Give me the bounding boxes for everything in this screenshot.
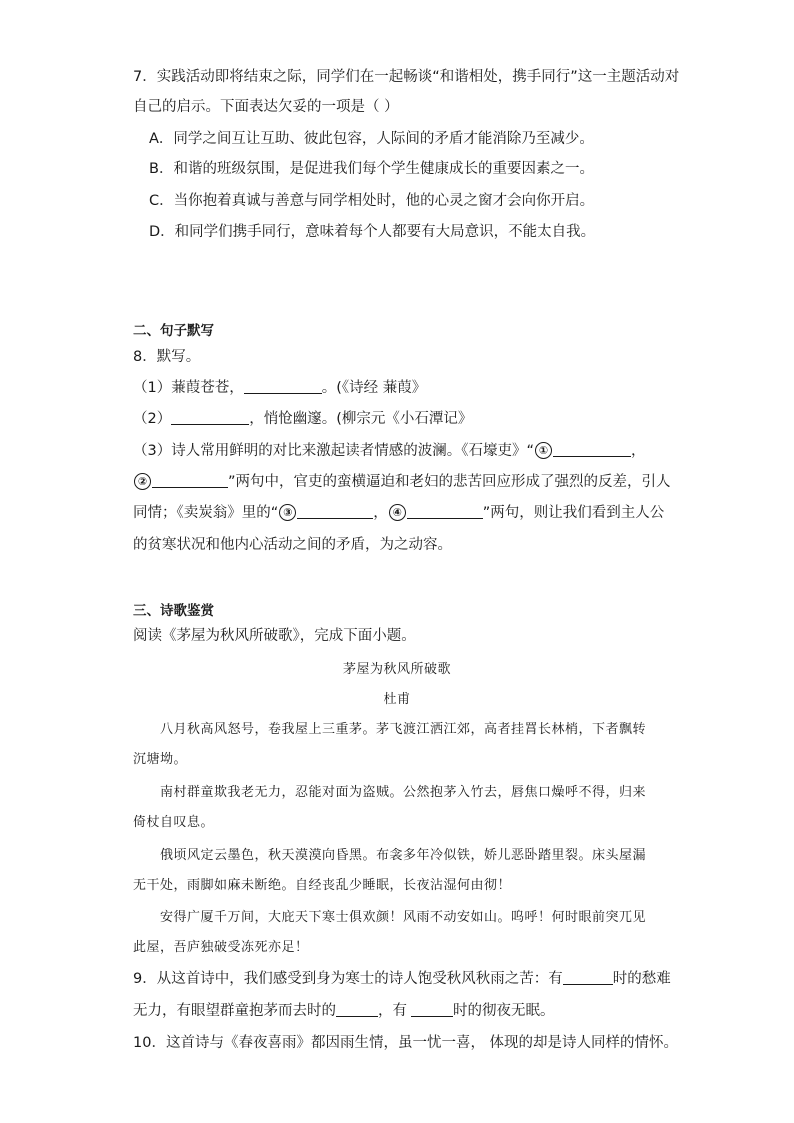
- circled-number-3: ③: [279, 504, 296, 521]
- q8-line-2-lead: （2）: [133, 411, 172, 427]
- q8-line-4-text: ”两句中，官吏的蛮横逼迫和老妇的悲苦回应形成了强烈的反差，引人: [228, 474, 671, 490]
- q9-line-1: [133, 969, 671, 989]
- q8-stem: 8．默写。: [133, 349, 201, 365]
- section-heading-dictation: 二、句子默写: [133, 323, 214, 339]
- q7-stem-line2: 自己的启示。下面表达欠妥的一项是（ ）: [133, 99, 399, 115]
- answer-blank-q9-1[interactable]: [563, 970, 613, 985]
- q8-line-3-text: （3）诗人常用鲜明的对比来激起读者情感的波澜。《石壕吏》“: [133, 443, 534, 459]
- section-heading-poetry: 三、诗歌鉴赏: [133, 603, 214, 619]
- poem-stanza-4-line-2: 此屋，吾庐独破受冻死亦足！: [133, 940, 309, 955]
- q8-line-3: [133, 441, 646, 461]
- q8-line-1: [133, 378, 426, 398]
- answer-blank-q9-2[interactable]: [336, 1002, 378, 1017]
- answer-blank-2[interactable]: [171, 410, 249, 425]
- circled-number-1: ①: [535, 442, 552, 459]
- q7-stem-line1: 7．实践活动即将结束之际，同学们在一起畅谈“和谐相处，携手同行”这一主题活动对: [133, 69, 680, 85]
- answer-blank-circle-1[interactable]: [553, 442, 631, 457]
- poem-reading-intro: 阅读《茅屋为秋风所破歌》，完成下面小题。: [133, 628, 416, 644]
- poem-stanza-1-line-1: 八月秋高风怒号，卷我屋上三重茅。茅飞渡江洒江郊，高者挂罥长林梢，下者飘转: [160, 722, 647, 737]
- q8-line-5-text: ”两句，则让我们看到主人公: [482, 505, 665, 521]
- q10-stem: 10．这首诗与《春夜喜雨》都因雨生情，虽一忧一喜， 体现的却是诗人同样的情怀。: [133, 1035, 679, 1051]
- circled-number-4: ④: [389, 504, 406, 521]
- q8-line-6: 的贫寒状况和他内心活动之间的矛盾，为之动容。: [133, 537, 452, 553]
- poem-stanza-3-line-2: 无干处，雨脚如麻未断绝。自经丧乱少睡眠，长夜沾湿何由彻！: [133, 878, 512, 893]
- poem-stanza-2-line-2: 倚杖自叹息。: [133, 815, 215, 830]
- comma: ，: [631, 443, 646, 459]
- poem-stanza-2-line-1: 南村群童欺我老无力，忍能对面为盗贼。公然抱茅入竹去，唇焦口燥呼不得，归来: [160, 785, 647, 800]
- q7-option-a: A．同学之间互让互助、彼此包容，人际间的矛盾才能消除乃至减少。: [149, 131, 594, 147]
- answer-blank-circle-2[interactable]: [152, 473, 228, 488]
- q8-line-5-lead: 同情；《卖炭翁》里的“: [133, 505, 279, 521]
- q8-line-2: [133, 409, 472, 429]
- answer-blank-1[interactable]: [244, 379, 322, 394]
- poem-author: 杜甫: [383, 692, 411, 707]
- q9-text-c: 无力，有眼望群童抱茅而去时的: [133, 1003, 336, 1019]
- q7-option-c: C．当你抱着真诚与善意与同学相处时，他的心灵之窗才会向你开启。: [149, 193, 595, 209]
- q9-text-d: ，有: [378, 1003, 407, 1019]
- answer-blank-q9-3[interactable]: [411, 1002, 453, 1017]
- poem-stanza-3-line-1: 俄顷风定云墨色，秋天漠漠向昏黑。布衾多年冷似铁，娇儿恶卧踏里裂。床头屋漏: [160, 848, 647, 863]
- q8-line-4: [133, 472, 671, 492]
- circled-number-2: ②: [134, 473, 151, 490]
- q8-line-2-source: ，悄怆幽邃。(柳宗元《小石潭记》: [249, 411, 473, 427]
- poem-title: 茅屋为秋风所破歌: [342, 662, 451, 677]
- poem-stanza-1-line-2: 沉塘坳。: [133, 752, 188, 767]
- q8-line-1-source: 。(《诗经 蒹葭》: [321, 380, 427, 396]
- q9-text-a: 9．从这首诗中，我们感受到身为寒士的诗人饱受秋风秋雨之苦：有: [133, 971, 563, 987]
- q7-option-b: B．和谐的班级氛围，是促进我们每个学生健康成长的重要因素之一。: [149, 161, 594, 177]
- answer-blank-circle-4[interactable]: [407, 504, 483, 519]
- q8-line-5: [133, 503, 664, 523]
- answer-blank-circle-3[interactable]: [297, 504, 373, 519]
- comma: ，: [373, 505, 388, 521]
- q9-text-e: 时的彻夜无眠。: [453, 1003, 555, 1019]
- poem-stanza-4-line-1: 安得广厦千万间，大庇天下寒士俱欢颜！风雨不动安如山。呜呼！何时眼前突兀见: [160, 910, 647, 925]
- q9-text-b: 时的愁难: [612, 971, 671, 987]
- q9-line-2: [133, 1001, 555, 1021]
- q8-line-1-lead: （1）蒹葭苍苍，: [133, 380, 244, 396]
- q7-option-d: D．和同学们携手同行，意味着每个人都要有大局意识，不能太自我。: [149, 224, 596, 240]
